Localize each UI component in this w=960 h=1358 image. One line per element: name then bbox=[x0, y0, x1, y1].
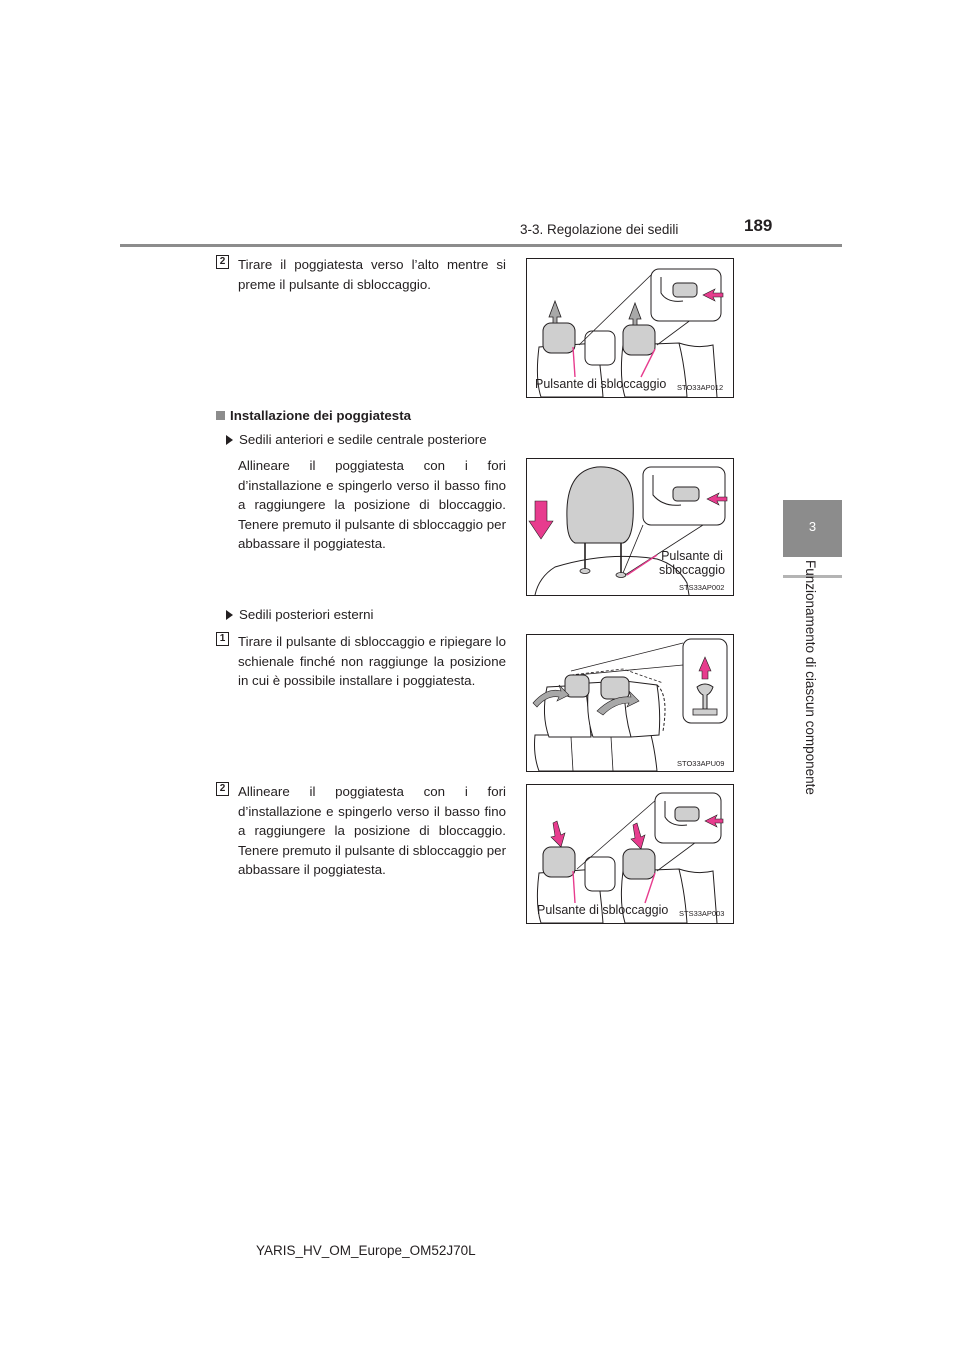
figure-rear-fold bbox=[526, 634, 734, 772]
step-2-text: Tirare il poggiatesta verso l’alto mentre si preme il pulsante di sbloccaggio. bbox=[238, 257, 506, 292]
section-square-icon bbox=[216, 411, 225, 420]
subheading-front-text: Sedili anteriori e sedile centrale posteriore bbox=[239, 432, 487, 447]
front-install-text: Allineare il poggiatesta con i fori d’installazione e spingerlo verso il basso fino a raggiungere la posizione di bloccaggio. Tenere premuto il pulsante di sbloccaggio per abbassare il poggiatesta. bbox=[238, 458, 506, 551]
subheading-rear bbox=[226, 607, 374, 622]
chapter-tab bbox=[783, 500, 842, 557]
figure-headrest-removal bbox=[526, 258, 734, 398]
figure-2-caption-line2: sbloccaggio bbox=[659, 563, 726, 577]
step-1-text: Tirare il pulsante di sbloccaggio e ripiegare lo schienale finché non raggiunge la posizione in cui è possibile installare i poggiatesta. bbox=[238, 634, 506, 688]
step-2-rear-text: Allineare il poggiatesta con i fori d’installazione e spingerlo verso il basso fino a raggiungere la posizione di bloccaggio. Tenere premuto il pulsante di sbloccaggio per abbassare il poggiatesta. bbox=[238, 784, 506, 877]
step-number-1: 1 bbox=[216, 632, 229, 646]
figure-rear-install bbox=[526, 784, 734, 924]
header-rule bbox=[120, 244, 842, 247]
chapter-number: 3 bbox=[808, 519, 817, 534]
rear-fold-illustration bbox=[527, 635, 733, 771]
figure-front-install bbox=[526, 458, 734, 596]
figure-1-caption: Pulsante di sbloccaggio bbox=[535, 377, 667, 391]
figure-4-caption: Pulsante di sbloccaggio bbox=[537, 903, 669, 917]
step-number-2-rear: 2 bbox=[216, 782, 229, 796]
subheading-rear-text: Sedili posteriori esterni bbox=[239, 607, 374, 622]
figure-2-caption bbox=[659, 549, 725, 577]
footer-document-id: YARIS_HV_OM_Europe_OM52J70L bbox=[256, 1243, 476, 1258]
page-number: 189 bbox=[744, 216, 773, 235]
figure-2-code: STS33AP002 bbox=[679, 583, 725, 592]
section-heading bbox=[216, 408, 411, 423]
figure-2-caption-line1: Pulsante di bbox=[661, 549, 723, 563]
triangle-bullet-icon bbox=[226, 435, 233, 445]
subheading-front bbox=[226, 432, 487, 447]
section-heading-text: Installazione dei poggiatesta bbox=[230, 408, 412, 423]
figure-1-code: STO33AP012 bbox=[677, 383, 724, 392]
step-number-2: 2 bbox=[216, 255, 229, 269]
section-title: 3-3. Regolazione dei sedili bbox=[520, 222, 679, 237]
figure-3-code: STO33APU09 bbox=[677, 759, 725, 768]
figure-4-code: STS33AP003 bbox=[679, 909, 725, 918]
triangle-bullet-icon bbox=[226, 610, 233, 620]
chapter-title: Funzionamento di ciascun componente bbox=[803, 560, 818, 795]
